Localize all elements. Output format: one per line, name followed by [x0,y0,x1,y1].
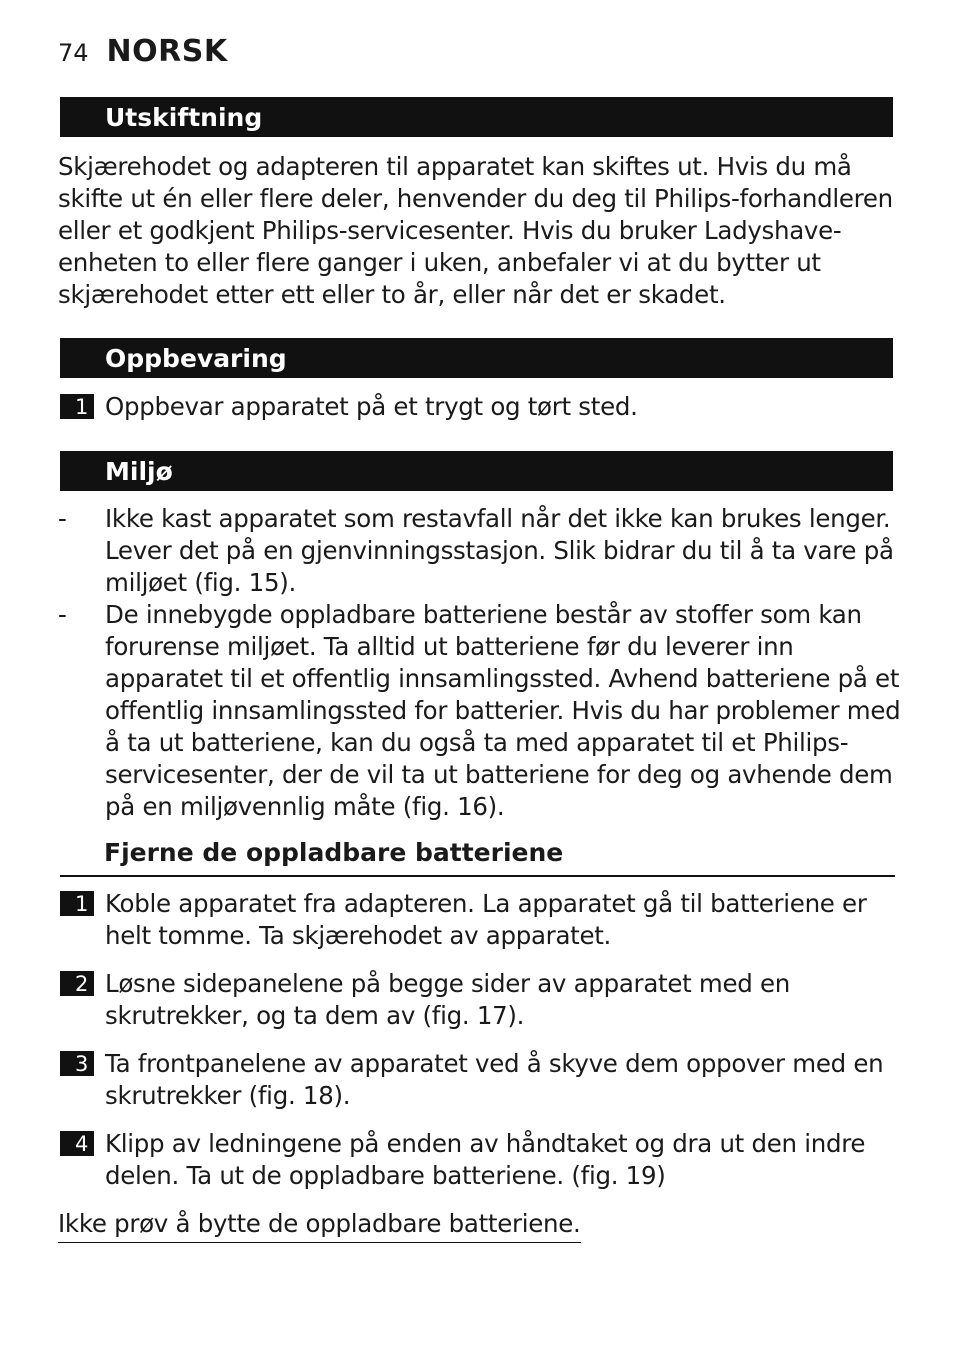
warning-note: Ikke prøv å bytte de oppladbare batteriene. [58,1208,581,1243]
section-heading-storage: Oppbevaring [60,338,893,378]
removal-step [60,888,905,952]
step-text: Koble apparatet fra adapteren. La apparatet gå til batteriene er helt tomme. Ta skjærehodet av apparatet. [105,889,867,950]
bullet-dash: - [58,504,67,533]
removal-step [60,1128,905,1192]
page-header [58,34,228,69]
replacement-paragraph: Skjærehodet og adapteren til apparatet kan skiftes ut. Hvis du må skifte ut én eller flere deler, henvender du deg til Philips-forhandleren eller et godkjent Philips-servicesenter. Hvis du bruker Ladyshave-enheten to eller flere ganger i uken, anbefaler vi at du bytter ut skjærehodet etter ett eller to år, eller når det er skadet. [58,152,893,309]
bullet-text: De innebygde oppladbare batteriene består av stoffer som kan forurense miljøet. Ta alltid ut batteriene før du leverer inn apparatet til et offentlig innsamlingssted. Avhend batteriene på et offentlig innsamlingssted for batterier. Hvis du har problemer med å ta ut batteriene, kan du også ta med apparatet til et Philips-servicesenter, der de vil ta ut batteriene for deg og avhende dem på en miljøvennlig måte (fig. 16). [105,600,901,821]
section-heading-environment: Miljø [60,451,893,491]
step-number-badge: 3 [60,1051,94,1076]
step-number-badge: 1 [60,394,94,419]
step-text: Oppbevar apparatet på et trygt og tørt sted. [105,392,638,421]
step-text: Ta frontpanelene av apparatet ved å skyve dem oppover med en skrutrekker (fig. 18). [105,1049,884,1110]
step-text: Løsne sidepanelene på begge sider av apparatet med en skrutrekker, og ta dem av (fig. 17). [105,969,790,1030]
subheading-divider [60,875,895,877]
language-heading: NORSK [106,34,228,69]
section-heading-replacement: Utskiftning [60,97,893,137]
removal-step [60,968,905,1032]
step-number-badge: 2 [60,971,94,996]
page-number: 74 [58,39,89,67]
storage-step [60,391,905,423]
subheading-remove-batteries: Fjerne de oppladbare batteriene [104,838,564,867]
removal-step [60,1048,905,1112]
step-text: Klipp av ledningene på enden av håndtaket og dra ut den indre delen. Ta ut de oppladbare batteriene. (fig. 19) [105,1129,866,1190]
environment-bullet [58,599,903,823]
environment-bullet [58,503,903,599]
bullet-dash: - [58,600,67,629]
step-number-badge: 4 [60,1131,94,1156]
step-number-badge: 1 [60,891,94,916]
bullet-text: Ikke kast apparatet som restavfall når det ikke kan brukes lenger. Lever det på en gjenvinningsstasjon. Slik bidrar du til å ta vare på miljøet (fig. 15). [105,504,894,597]
